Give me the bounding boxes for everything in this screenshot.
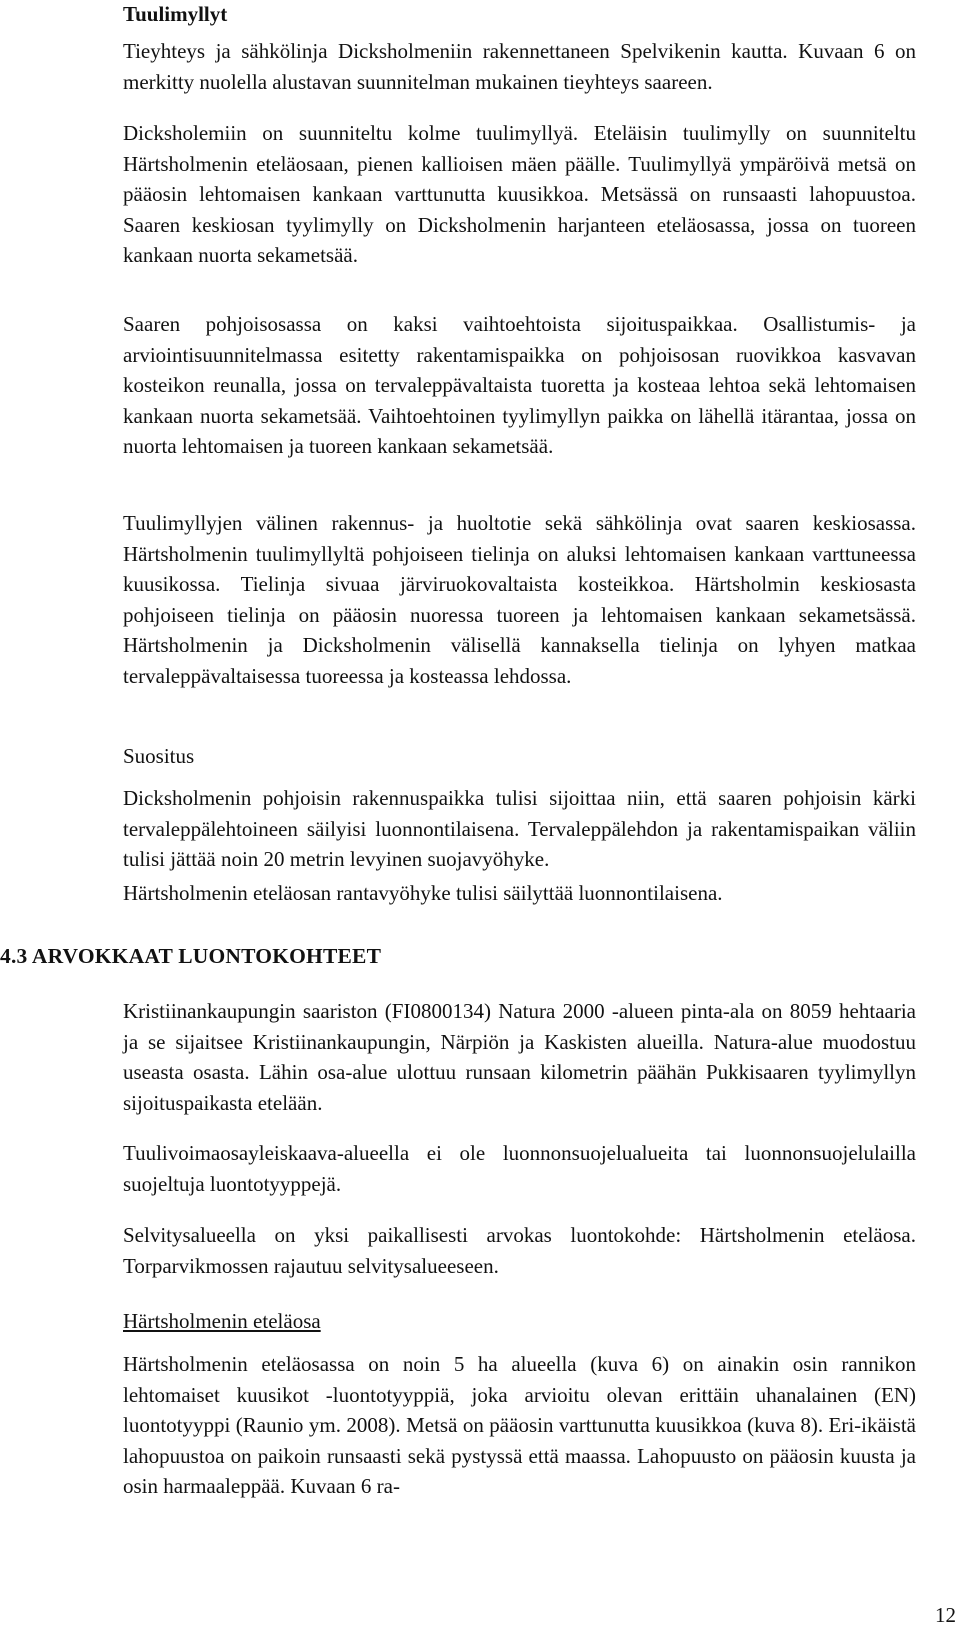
paragraph-recommendation-shore: Härtsholmenin eteläosan rantavyöhyke tulisi säilyttää luonnontilaisena.: [123, 881, 723, 905]
paragraph-natura: Kristiinankaupungin saariston (FI0800134) Natura 2000 -alueen pinta-ala on 8059 hehtaaria ja se sijaitsee Kristiinankaupungin, Närpiön ja Kaskisten alueilla. Natura-alue muodostuu useasta osasta. Lähin osa-alue ulottuu runsaan kilometrin päähän Pukkisaaren tyylimyllyn sijoituspaikasta etelään.: [123, 999, 916, 1115]
label-suositus: Suositus: [123, 744, 195, 768]
paragraph-northern-sites: Saaren pohjoisosassa on kaksi vaihtoehtoista sijoituspaikkaa. Osallistumis- ja arviointisuunnitelmassa esitetty rakentamispaikka on pohjoisosan ruovikkoa kasvavan kosteikon reunalla, jossa on tervaleppävaltaista tuoretta ja kosteaa lehtoa sekä lehtomaisen kankaan nuorta sekametsää. Vaihtoehtoinen tyylimyllyn paikka on lähellä itärantaa, jossa on nuorta lehtomaisen ja tuoreen kankaan sekametsää.: [123, 312, 916, 458]
paragraph-recommendation-north: Dicksholmenin pohjoisin rakennuspaikka tulisi sijoittaa niin, että saaren pohjoisin kärki tervaleppälehtoineen säilyisi luonnontilaisena. Tervaleppälehdon ja rakentamispaikan väliin tulisi jättää noin 20 metrin levyinen suojavyöhyke.: [123, 786, 916, 871]
section-heading-4-3: 4.3 ARVOKKAAT LUONTOKOHTEET: [0, 944, 382, 968]
paragraph-service-road: Tuulimyllyjen välinen rakennus- ja huoltotie sekä sähkölinja ovat saaren keskiosassa. Härtsholmenin tuulimyllyltä pohjoiseen tielinja on aluksi lehtomaisen kankaan varttuneessa kuusikossa. Tielinja sivuaa järviruokovaltaista kosteikkoa. Härtsholmin keskiosasta pohjoiseen tielinja on pääosin nuoressa tuoreen ja lehtomaisen kankaan sekametsässä. Härtsholmenin ja Dicksholmenin välisellä kannaksella tielinja on lyhyen matkaa tervaleppävaltaisessa tuoreessa ja kosteassa lehdossa.: [123, 511, 916, 688]
paragraph-no-protected-areas: Tuulivoimaosayleiskaava-alueella ei ole luonnonsuojelualueita tai luonnonsuojelulailla suojeltuja luontotyyppejä.: [123, 1141, 916, 1196]
page-number: 12: [935, 1603, 956, 1627]
paragraph-hartsholmen-description: Härtsholmenin eteläosassa on noin 5 ha alueella (kuva 6) on ainakin osin rannikon lehtomaiset kuusikot -luontotyyppiä, joka arvioitu olevan erittäin uhanalainen (EN) luontotyyppi (Raunio ym. 2008). Metsä on pääosin varttunutta kuusikkoa (kuva 8). Eri-ikäistä lahopuustoa on paikoin runsaasti sekä pystyssä että maassa. Lahopuusto on pääosin kuusta ja osin harmaaleppää. Kuvaan 6 ra-: [123, 1352, 916, 1498]
label-hartsholmen-etelaosa: Härtsholmenin eteläosa: [123, 1309, 321, 1333]
heading-tuulimyllyt: Tuulimyllyt: [123, 2, 228, 26]
paragraph-three-windmills: Dicksholemiin on suunniteltu kolme tuulimyllyä. Eteläisin tuulimylly on suunniteltu Härtsholmenin eteläosaan, pienen kallioisen mäen päälle. Tuulimyllyä ympäröivä metsä on pääosin lehtomaisen kankaan varttunutta kuusikkoa. Metsässä on runsaasti lahopuustoa. Saaren keskiosan tyylimylly on Dicksholmenin harjanteen eteläosassa, jossa on tuoreen kankaan nuorta sekametsää.: [123, 121, 916, 267]
paragraph-road-connection: Tieyhteys ja sähkölinja Dicksholmeniin rakennettaneen Spelvikenin kautta. Kuvaan 6 on merkitty nuolella alustavan suunnitelman mukainen tieyhteys saareen.: [123, 39, 916, 94]
paragraph-valuable-site: Selvitysalueella on yksi paikallisesti arvokas luontokohde: Härtsholmenin eteläosa. Torparvikmossen rajautuu selvitysalueeseen.: [123, 1223, 916, 1278]
